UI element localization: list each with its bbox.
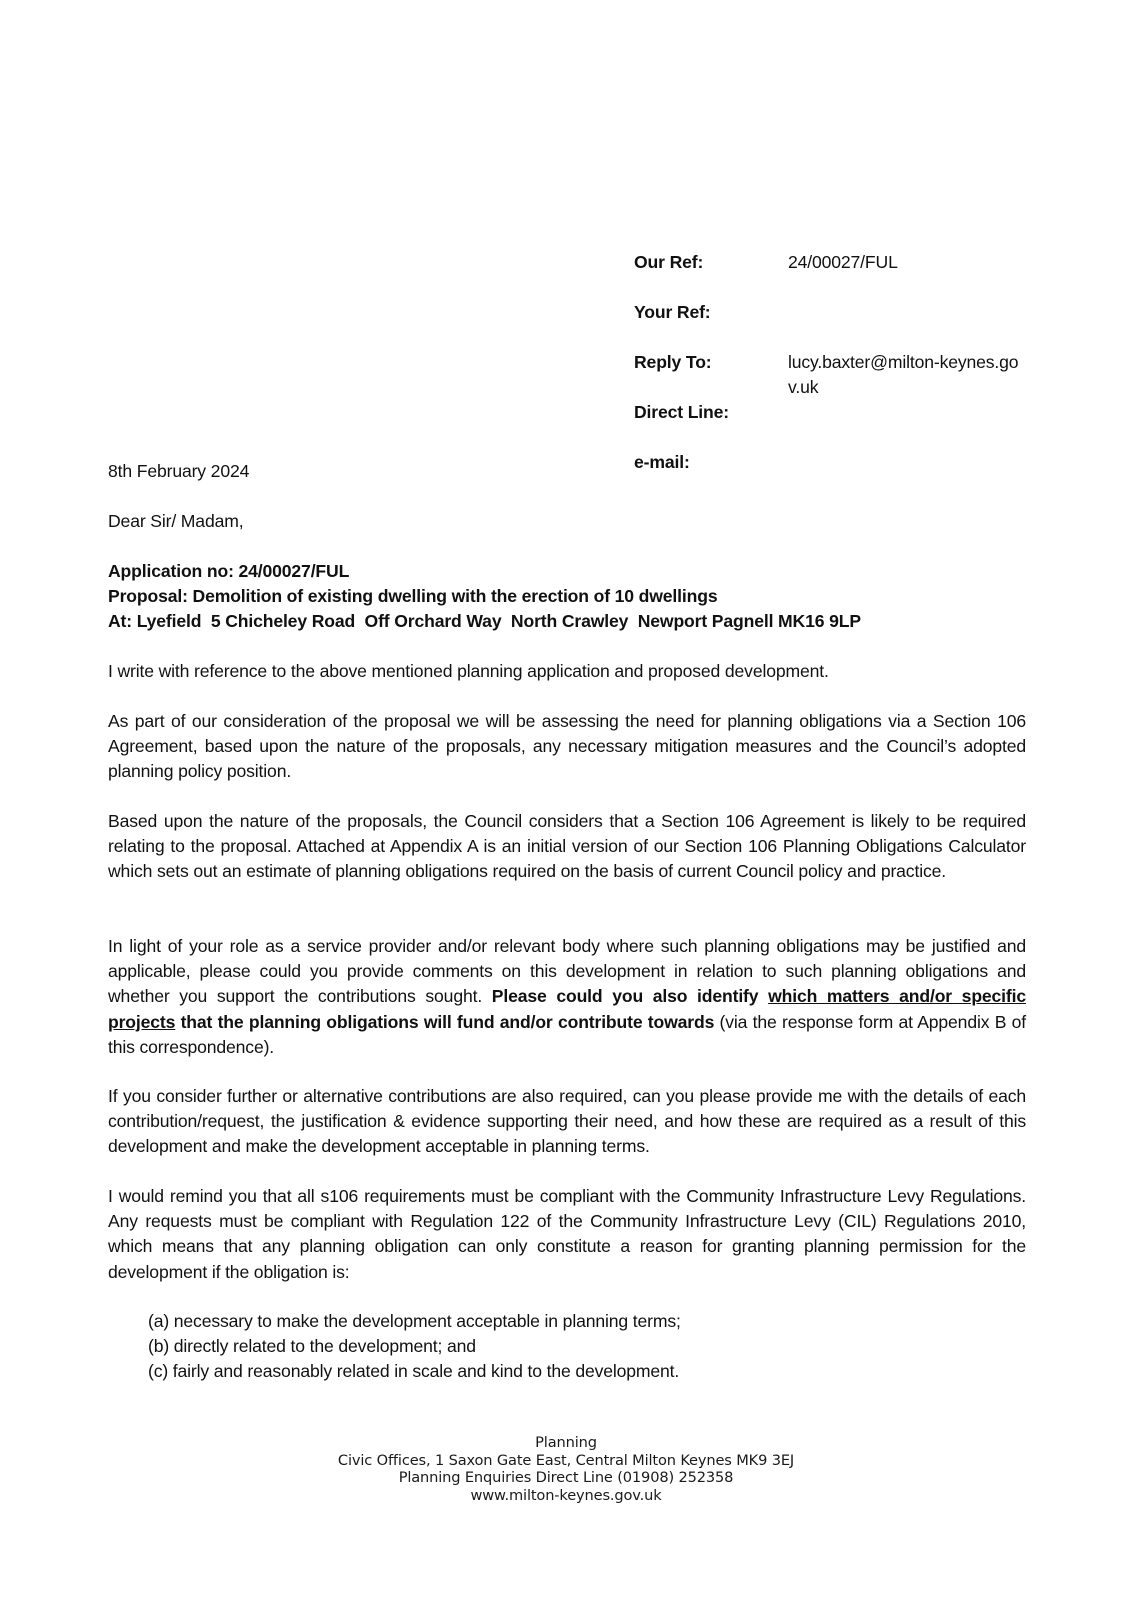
our-ref-value: 24/00027/FUL	[788, 252, 898, 272]
letter-date: 8th February 2024	[108, 461, 250, 481]
footer-phone: Planning Enquiries Direct Line (01908) 252358	[398, 1469, 734, 1486]
salutation: Dear Sir/ Madam,	[108, 511, 244, 531]
application-number: Application no: 24/00027/FUL	[108, 561, 350, 581]
direct-line-label: Direct Line:	[634, 402, 729, 422]
footer-address: Civic Offices, 1 Saxon Gate East, Central Milton Keynes MK9 3EJ	[337, 1451, 795, 1469]
application-address: At: Lyefield 5 Chicheley Road Off Orchard Way North Crawley Newport Pagnell MK16 9LP	[108, 611, 861, 632]
our-ref-label: Our Ref:	[634, 252, 704, 272]
paragraph-cil-regulations: I would remind you that all s106 requirements must be compliant with the Community Infrastructure Levy Regulations. Any requests must be compliant with Regulation 122 of the Community Infrastructure Levy (CIL) Regulations 2010, which means that any planning obligation can only constitute a reason for granting planning permission for the development if the obligation is:	[108, 1186, 1026, 1282]
application-details	[108, 559, 1026, 635]
application-proposal: Proposal: Demolition of existing dwelling with the erection of 10 dwellings	[108, 586, 718, 607]
request-identify-text: Please could you also identify	[491, 986, 769, 1007]
criteria-item: (c) fairly and reasonably related in scale and kind to the development.	[148, 1361, 680, 1382]
paragraph-appendix-a: Based upon the nature of the proposals, the Council considers that a Section 106 Agreement is likely to be required relating to the proposal. Attached at Appendix A is an initial version of our Section 106 Planning Obligations Calculator which sets out an estimate of planning obligations required on the basis of current Council policy and practice.	[108, 811, 1026, 882]
criteria-item: (a) necessary to make the development acceptable in planning terms;	[148, 1311, 681, 1331]
paragraph-request-comments	[108, 934, 1026, 1060]
request-appendix-b-text: (via the response form at Appendix B of this correspondence).	[108, 1011, 1027, 1057]
obligation-criteria-list	[148, 1309, 681, 1385]
criteria-item: (b) directly related to the development; and	[148, 1336, 476, 1357]
footer	[0, 1434, 1132, 1504]
paragraph-section-106: As part of our consideration of the proposal we will be assessing the need for planning obligations via a Section 106 Agreement, based upon the nature of the proposals, any necessary mitigation measures and the Council’s adopted planning policy position.	[108, 711, 1026, 782]
reply-to-label: Reply To:	[634, 352, 712, 372]
email-label: e-mail:	[634, 452, 690, 472]
footer-department: Planning	[535, 1434, 597, 1451]
paragraph-further-contributions: If you consider further or alternative contributions are also required, can you please provide me with the details of each contribution/request, the justification & evidence supporting their need, and how these are required as a result of this development and make the development acceptable in planning terms.	[108, 1086, 1026, 1157]
request-projects-emphasis: which matters and/or specific projects	[108, 986, 1027, 1032]
request-comments-text: In light of your role as a service provider and/or relevant body where such planning obligations may be justified and applicable, please could you provide comments on this development in relation to such planning obligations and whether you support the contributions sought.	[108, 936, 1026, 1007]
footer-website[interactable]: www.milton-keynes.gov.uk	[470, 1486, 662, 1504]
reply-to-email[interactable]: lucy.baxter@milton-keynes.gov.uk	[788, 352, 1019, 397]
your-ref-label: Your Ref:	[634, 302, 711, 322]
paragraph-intro: I write with reference to the above mentioned planning application and proposed development.	[108, 661, 829, 681]
request-fund-text: that the planning obligations will fund and/or contribute towards	[175, 1011, 715, 1032]
